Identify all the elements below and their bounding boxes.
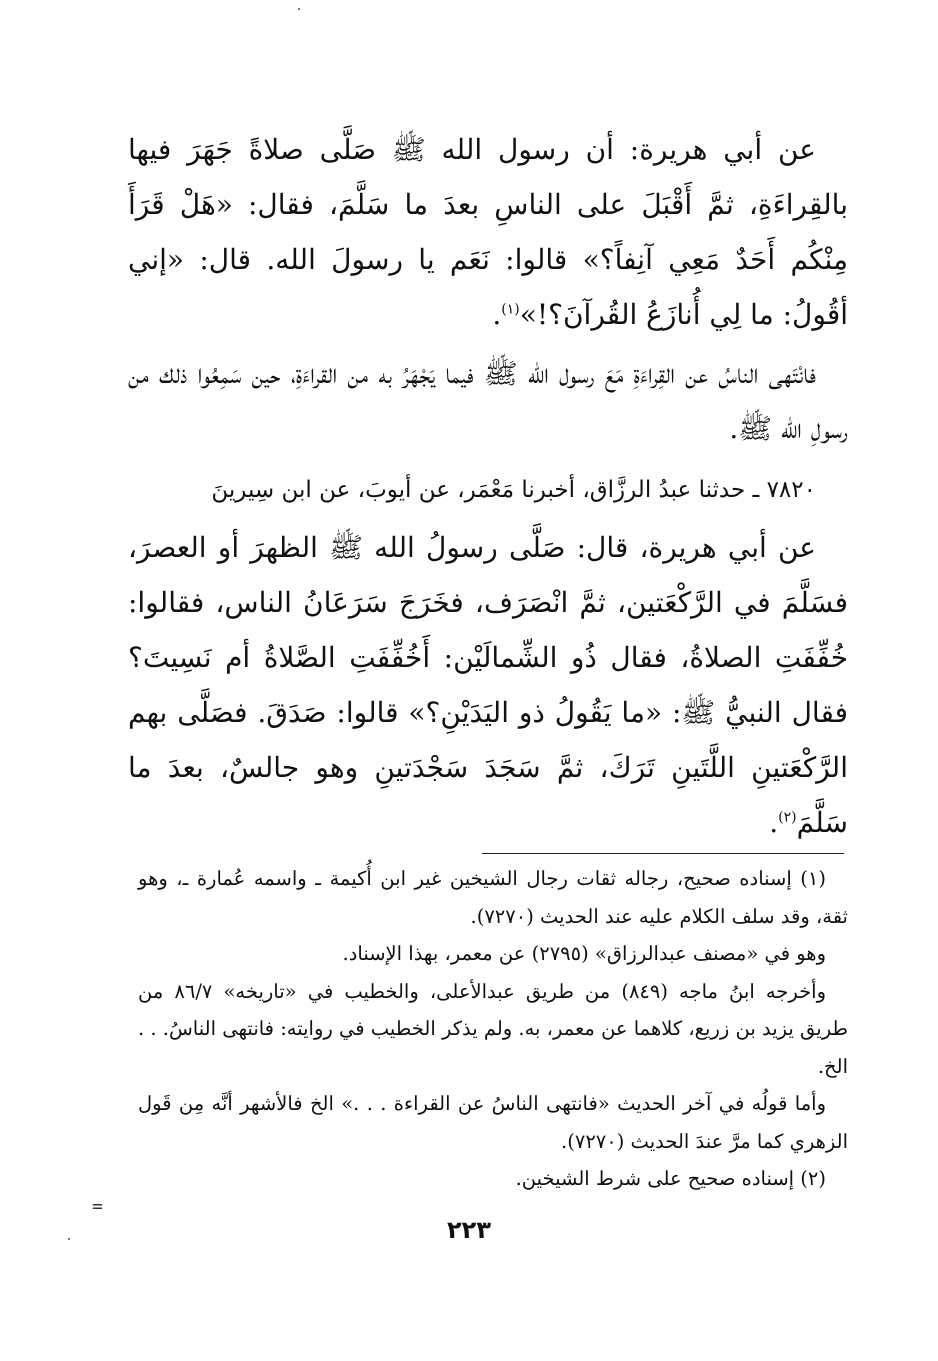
footnote-1-continued: وهو في «مصنف عبدالرزاق» (٢٧٩٥) عن معمر، بهذا الإسناد.: [342, 942, 826, 965]
paragraph-end: .: [492, 298, 502, 331]
footnote-2: (٢) إسناده صحيح على شرط الشيخين.: [515, 1167, 826, 1190]
scan-speck: [298, 8, 300, 10]
footnote-1-continued: وأما قولُه في آخر الحديث «فانتهى الناسُ عن القراءة . . .» الخ فالأشهر أنَّه مِن قَول الزهري كما مرَّ عندَ الحديث (٧٢٧٠).: [138, 1092, 848, 1153]
margin-mark: =: [92, 1196, 103, 1217]
main-text: [128, 122, 848, 850]
hadith-paragraph: [128, 520, 848, 850]
paragraph-end: .: [769, 806, 779, 839]
hadith-isnad-header: ٧٨٢٠ ـ حدثنا عبدُ الرزَّاق، أخبرنا مَعْمَر، عن أيوبَ، عن ابن سِيرينَ: [211, 477, 816, 503]
hadith-paragraph: [128, 122, 848, 342]
footnote-1-continued: وأخرجه ابنُ ماجه (٨٤٩) من طريق عبدالأعلى، والخطيب في «تاريخه» ٨٦/٧ من طريق يزيد بن زريع، كلاهما عن معمر، به. ولم يذكر الخطيب في روايته: فانتهى الناسُ. . . الخ.: [138, 979, 848, 1078]
page-number: ٢٢٣: [447, 1216, 491, 1244]
footnotes: [138, 860, 848, 1198]
footnote-ref: (٢): [778, 809, 797, 826]
paragraph-text: عن أبي هريرة، قال: صَلَّى رسولُ الله ﷺ الظهرَ أو العصرَ، فسَلَّمَ في الرَّكْعَتين، ثمَّ انْصَرَف، فخَرَجَ سَرَعَانُ الناس، فقالوا: خُفِّفَتِ الصلاةُ، فقال ذُو الشِّمالَيْن: أَخُفِّفَتِ الصَّلاةُ أم نَسِيتَ؟ فقال النبيُّ ﷺ: «ما يَقُولُ ذو اليَدَيْنِ؟» قالوا: صَدَقَ. فصَلَّى بهم الرَّكْعَتينِ اللَّتَينِ تَرَكَ، ثمَّ سَجَدَ سَجْدَتينِ وهو جالسٌ، بعدَ ما سَلَّمَ: [128, 531, 848, 839]
paragraph-text: عن أبي هريرة: أن رسول الله ﷺ صَلَّى صلاةً جَهَرَ فيها بالقِراءَةِ، ثمَّ أَقْبَلَ على الناسِ بعدَ ما سَلَّمَ، فقال: «هَلْ قَرَأَ مِنْكُم أَحَدٌ مَعِي آنِفاً؟» قالوا: نَعَم يا رسولَ الله. قال: «إني أقُولُ: ما لِي أُنازَعُ القُرآنَ؟!»: [128, 133, 848, 331]
footnote-separator: [482, 853, 844, 854]
footnote-ref: (١): [501, 301, 520, 318]
footnote-1: (١) إسناده صحيح، رجاله ثقات رجال الشيخين غير ابن أُكيمة ـ واسمه عُمارة ـ، وهو ثقة، وقد سلف الكلام عليه عند الحديث (٧٢٧٠).: [138, 867, 848, 928]
scan-speck: [68, 1238, 70, 1240]
hadith-paragraph: فانْتَهى الناسُ عن القِراءَةِ مَعَ رسول الله ﷺ فيما يَجْهَرُ به من القراءَةِ، حين سَمِعُوا ذلك من رسولِ الله ﷺ.: [128, 357, 848, 445]
